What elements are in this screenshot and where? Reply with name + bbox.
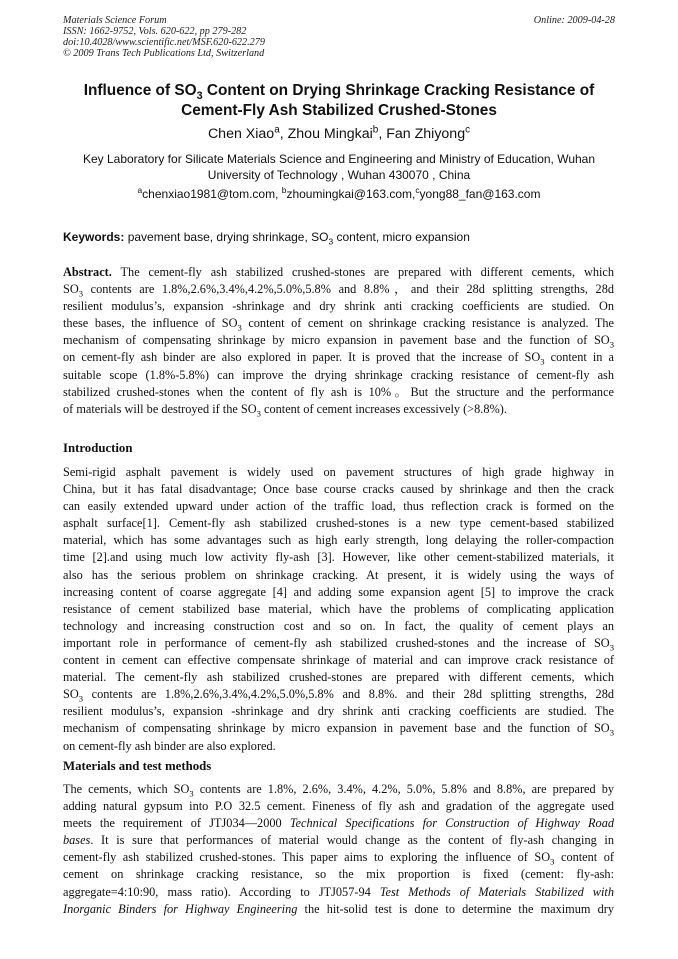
journal-meta [63, 15, 265, 59]
journal-name: Materials Science Forum [63, 15, 167, 26]
introduction-body: Semi-rigid asphalt pavement is widely used on pavement structures of high grade highway in China, but it has fatal disadvantage; Once base course cracks caused by shrinkage and then the crack can easily extended upward under action of the traffic load, thus reflection crack is formed on the asphalt surface[1]. Cement-fly ash stabilized crushed-stones is a new type cement-based stabilized material, which has some advantages such as high early strength, long delaying the roller-compaction time [2].and using much low activity fly-ash [3]. However, like other cement-stabilized materials, it also has the serious problem on shrinkage cracking. At present, it is widely using the ways of increasing content of coarse aggregate [4] and adding some expansion agent [5] to improve the crack resistance of cement stabilized base material, which have the problems of complicating application technology and increasing construction cost and so on. In fact, the quality of cement plays an important role in performance of cement-fly ash stabilized crushed-stones and the increase of $SO_3$ content in cement can effective compensate shrinkage of material and can improve crack resistance of material. The cement-fly ash stabilized crushed-stones are prepared with different cements, which $SO_3$ contents are 1.8%,2.6%,3.4%,4.2%,5.0%,5.8% and 8.8%. and their 28d splitting strengths, 28d resilient modulus’s, expansion -shrinkage and dry shrink anti cracking coefficients are studied. The mechanism of compensating shrinkage by micro expansion in pavement base and the function of $SO_3$ on cement-fly ash binder are also explored. [63, 465, 614, 753]
affiliation: Key Laboratory for Silicate Materials Science and Engineering and Ministry of Education, Wuhan University of Technology , Wuhan 430070 , China [82, 152, 596, 182]
copyright-line: © 2009 Trans Tech Publications Ltd, Switzerland [63, 48, 265, 59]
author-list: Chen Xiao$^a$, Zhou Mingkai$^b$, Fan Zhiyong$^c$ [207, 124, 471, 142]
online-date: Online: 2009-04-28 [533, 15, 615, 26]
email-link[interactable]: yong88_fan@163.com [419, 187, 541, 201]
author-name: Zhou Mingkai [287, 126, 373, 142]
abstract: Abstract. The cement-fly ash stabilized crushed-stones are prepared with different cements, which $SO_3$ contents are 1.8%,2.6%,3.4%,4.2%,5.0%,5.8% and 8.8%，and their 28d splitting strengths, 28d resilient modulus’s, expansion -shrinkage and dry shrink anti cracking coefficients are studied. On these bases, the influence of $SO_3$ content of cement on shrinkage cracking resistance is analyzed. The mechanism of compensating shrinkage by micro expansion in pavement base and the function of $SO_3$ on cement-fly ash binder are also explored in paper. It is proved that the increase of $SO_3$ content in a suitable scope (1.8%-5.8%) can improve the drying shrinkage cracking resistance of cement-fly ash stabilized crushed-stones when the content of fly ash is 10%。But the structure and the performance of materials will be destroyed if the $SO_3$ content of cement increases excessively (>8.8%). [63, 265, 614, 419]
section-heading-introduction: Introduction [63, 441, 133, 455]
author-name: Chen Xiao [207, 126, 275, 142]
section-heading-materials: Materials and test methods [63, 759, 212, 773]
abstract-label: Abstract. [63, 265, 112, 279]
author-name: Fan Zhiyong [386, 126, 466, 142]
email-link[interactable]: chenxiao1981@tom.com, [142, 187, 282, 201]
author-emails: $^a$chenxiao1981@tom.com, $^b$zhoumingkai@163.com,$^c$yong88_fan@163.com [137, 185, 541, 201]
keywords-label: Keywords: [63, 230, 125, 244]
materials-body: The cements, which $SO_3$ contents are 1.8%, 2.6%, 3.4%, 4.2%, 5.0%, 5.8% and 8.8%, are prepared by adding natural gypsum into P.O 32.5 cement. Fineness of fly ash and gradation of the aggregate used meets the requirement of JTJ034—2000 Technical Specifications for Construction of Highway Road bases. It is sure that performances of material would change as the content of fly-ash changing in cement-fly ash stabilized crushed-stones. This paper aims to exploring the influence of $SO_3$ content of cement on shrinkage cracking resistance, so the mix proportion is fixed (cement: fly-ash: aggregate=4:10:90, mass ratio). According to JTJ057-94 Test Methods of Materials Stabilized with Inorganic Binders for Highway Engineering the hit-solid test is done to determine the maximum dry [63, 782, 614, 916]
paper-title: Influence of $SO_3$ Content on Drying Shrinkage Cracking Resistance of Cement-Fly Ash Stabilized Crushed-Stones [83, 82, 595, 119]
issn-line: ISSN: 1662-9752, Vols. 620-622, pp 279-282 [63, 26, 247, 37]
doi-line[interactable]: doi:10.4028/www.scientific.net/MSF.620-622.279 [63, 37, 265, 48]
email-link[interactable]: zhoumingkai@163.com, [286, 187, 416, 201]
keywords: Keywords: pavement base, drying shrinkage, $SO_3$ content, micro expansion [63, 230, 470, 247]
